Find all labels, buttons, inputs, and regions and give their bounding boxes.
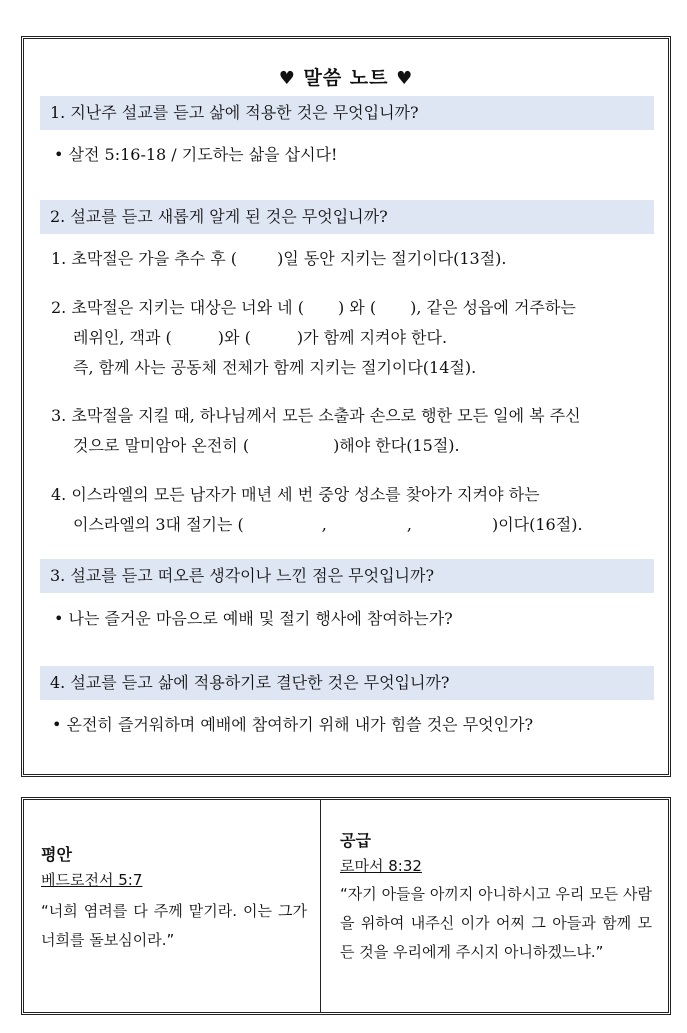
provision-label: 공급 (340, 831, 371, 850)
heart-icon: ♥ (278, 68, 296, 89)
question-4-answer: • 온전히 즐거워하며 예배에 참여하기 위해 내가 힘쓸 것은 무엇인가? (52, 715, 534, 734)
peace-quote: “너희 염려를 다 주께 맡기라. 이는 그가 너희를 돌보심이라.” (41, 902, 307, 949)
title-text: 말씀 노트 (303, 67, 389, 89)
question-2-heading: 2. 설교를 듣고 새롭게 알게 된 것은 무엇입니까? (40, 200, 654, 234)
question-3-answer: • 나는 즐거운 마음으로 예배 및 절기 행사에 참여하는가? (54, 609, 453, 628)
fill-in-item-2: 2. 초막절은 지키는 대상은 너와 네 ( ) 와 ( ), 같은 성읍에 거주하는 레위인, 객과 ( )와 ( )가 함께 지켜야 한다. 즉, 함께 사는 공동체 전체가 함께 지키는 절기이다(14절). (51, 298, 576, 377)
heart-icon: ♥ (396, 68, 414, 89)
fill-in-item-4: 4. 이스라엘의 모든 남자가 매년 세 번 중앙 성소를 찾아가 지켜야 하는 이스라엘의 3대 절기는 ( , , )이다(16절). (51, 485, 583, 534)
page-title (24, 63, 668, 90)
question-1-heading: 1. 지난주 설교를 듣고 삶에 적용한 것은 무엇입니까? (40, 96, 654, 130)
peace-reference: 베드로전서 5:7 (41, 871, 143, 889)
question-4-heading: 4. 설교를 듣고 삶에 적용하기로 결단한 것은 무엇입니까? (40, 666, 654, 700)
provision-cell (321, 800, 668, 1012)
sermon-note-box (21, 36, 671, 777)
peace-cell (24, 800, 321, 1012)
fill-in-item-1: 1. 초막절은 가을 추수 후 ( )일 동안 지키는 절기이다(13절). (51, 249, 507, 268)
question-3-heading: 3. 설교를 듣고 떠오른 생각이나 느낀 점은 무엇입니까? (40, 559, 654, 593)
provision-reference: 로마서 8:32 (340, 857, 422, 875)
provision-quote: “자기 아들을 아끼지 아니하시고 우리 모든 사람을 위하여 내주신 이가 어찌 그 아들과 함께 모든 것을 우리에게 주시지 아니하겠느냐.” (340, 885, 652, 961)
scripture-box (21, 797, 671, 1015)
fill-in-item-3: 3. 초막절을 지킬 때, 하나님께서 모든 소출과 손으로 행한 모든 일에 복 주신 것으로 말미암아 온전히 ( )해야 한다(15절). (51, 406, 581, 455)
peace-label: 평안 (41, 845, 72, 864)
question-1-answer: • 살전 5:16-18 / 기도하는 삶을 삽시다! (54, 145, 338, 164)
